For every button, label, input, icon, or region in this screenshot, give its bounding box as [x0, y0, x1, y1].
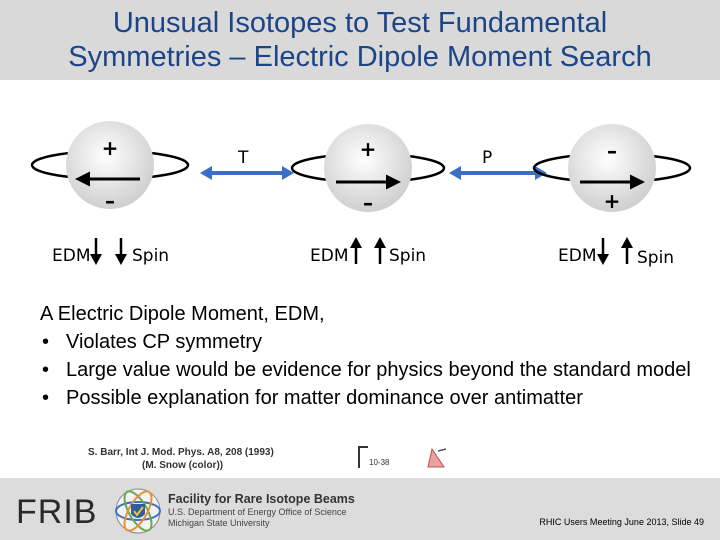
body-text: [40, 300, 710, 412]
title-line-1: Unusual Isotopes to Test Fundamental: [112, 7, 608, 39]
spin-label-2: Spin: [389, 246, 427, 266]
facility-sub-2: Michigan State University: [168, 518, 270, 528]
p-label: P: [482, 148, 493, 168]
citation: [88, 446, 274, 472]
spin-arrow-2: [374, 237, 386, 264]
frib-emblem-icon: [112, 486, 164, 536]
bottom-sign-2: –: [363, 191, 373, 215]
top-sign-2: +: [359, 137, 377, 161]
spin-label-1: Spin: [132, 246, 170, 266]
bullet-list: [40, 328, 710, 412]
facility-name: Facility for Rare Isotope Beams: [168, 492, 355, 506]
p-transform-arrow: [449, 166, 547, 180]
edm-label-2: EDM: [310, 246, 349, 266]
edm-label-3: EDM: [558, 246, 597, 266]
title-line-2: Symmetries – Electric Dipole Moment Search: [68, 41, 652, 73]
bullet-item: • Large value would be evidence for physics beyond the standard model: [40, 356, 710, 384]
bullet-item: • Violates CP symmetry: [40, 328, 710, 356]
facility-block: [168, 492, 355, 529]
bottom-sign-1: –: [105, 189, 115, 213]
top-sign-1: +: [101, 136, 119, 160]
lead-line: A Electric Dipole Moment, EDM,: [40, 303, 325, 325]
particle-2: [292, 124, 444, 266]
slide-title: [0, 6, 720, 74]
top-sign-3: –: [607, 139, 617, 163]
edm-symmetry-diagram: [0, 110, 720, 280]
bullet-item: • Possible explanation for matter dominance over antimatter: [40, 384, 710, 412]
citation-line-2: (M. Snow (color)): [142, 460, 224, 471]
footer-bar: [0, 478, 720, 540]
fragment-shape: [426, 447, 448, 469]
edm-arrow-3: [597, 238, 609, 265]
spin-arrow-3: [621, 237, 633, 264]
particle-3: [534, 124, 690, 268]
fragment-bracket: [358, 446, 368, 468]
edm-arrow-2: [350, 237, 362, 264]
spin-arrow-1: [115, 238, 127, 265]
facility-sub-1: U.S. Department of Energy Office of Science: [168, 507, 347, 517]
edm-arrow-1: [90, 238, 102, 265]
frib-logo: FRIB: [16, 493, 98, 531]
spin-label-3: Spin: [637, 248, 675, 268]
t-transform-arrow: [200, 166, 294, 180]
slide-info: RHIC Users Meeting June 2013, Slide 49: [539, 517, 704, 527]
citation-line-1: S. Barr, Int J. Mod. Phys. A8, 208 (1993): [88, 447, 274, 458]
particle-1: [32, 121, 188, 266]
fragment-label: 10-38: [369, 458, 390, 467]
edm-label-1: EDM: [52, 246, 91, 266]
t-label: T: [238, 148, 249, 168]
bottom-sign-3: +: [603, 189, 621, 213]
